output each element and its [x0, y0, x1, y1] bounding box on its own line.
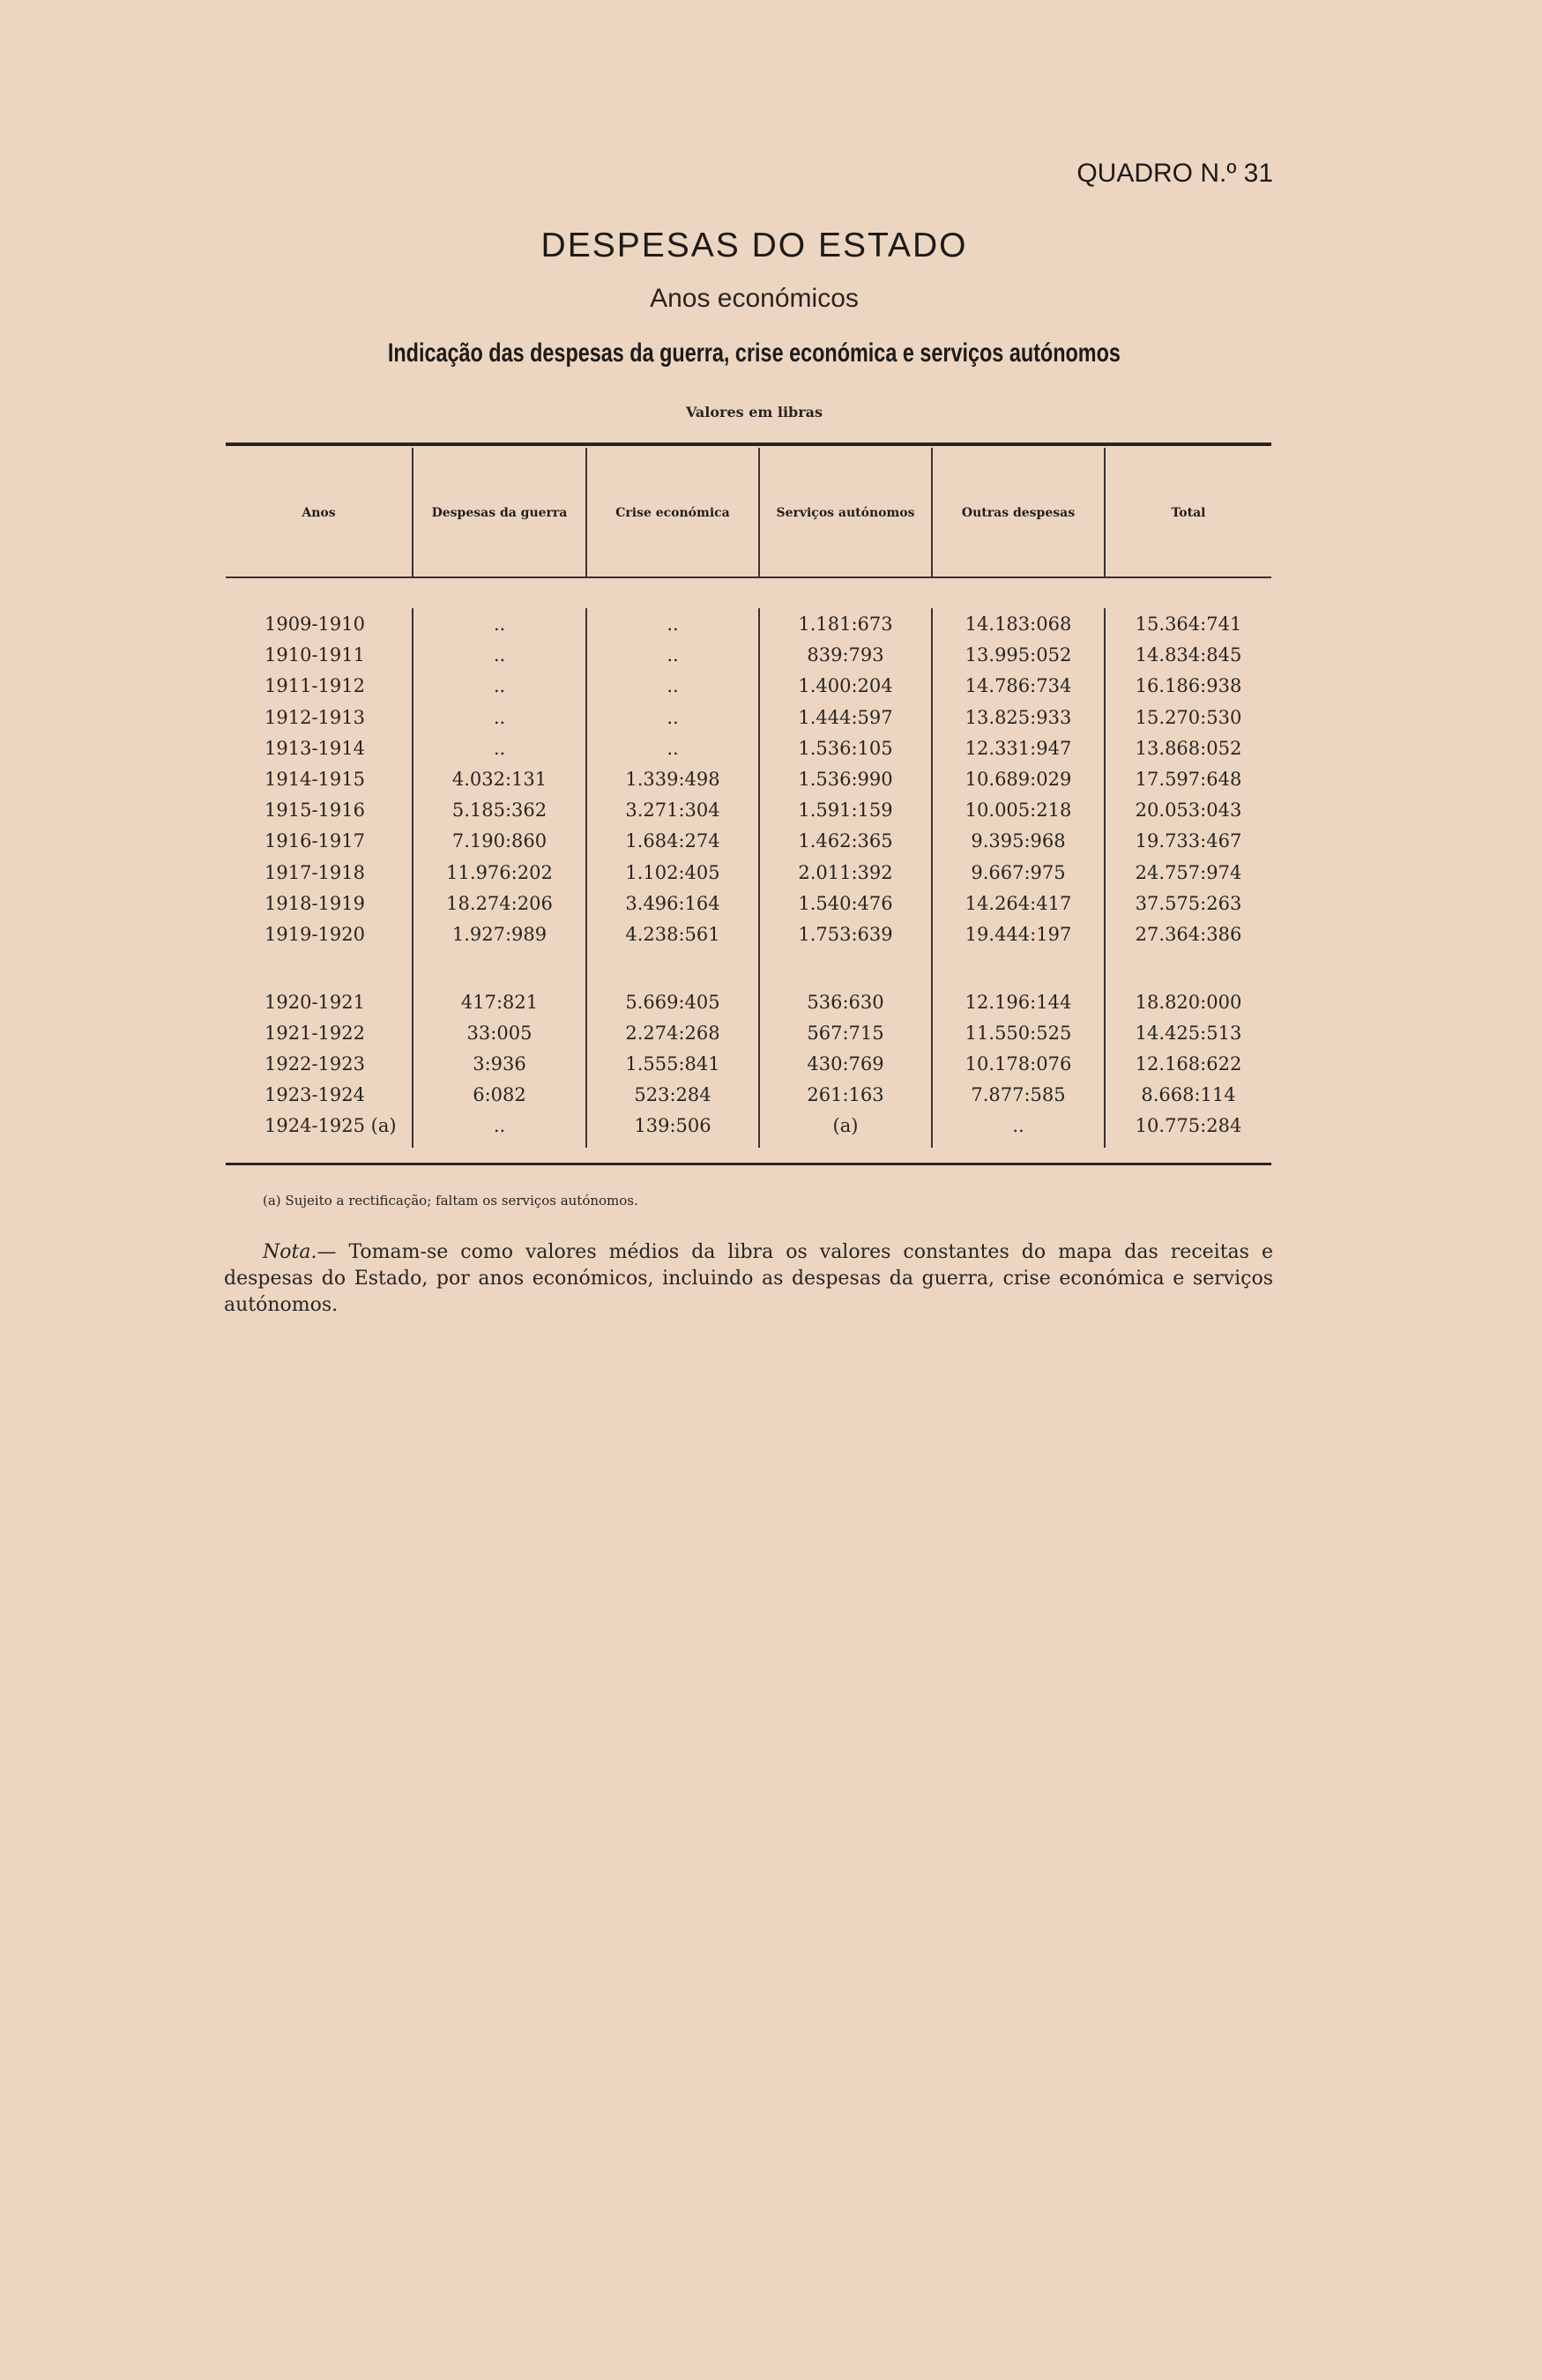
column-header-anos: Anos: [302, 506, 336, 520]
column-header-outras: Outras despesas: [961, 506, 1076, 520]
cell-crise: 3.496:164: [625, 892, 720, 914]
table-row: [0, 1111, 1542, 1141]
cell-year: 1924-1925 (a): [264, 1115, 397, 1136]
cell-crise: ..: [667, 675, 679, 697]
cell-servicos: 1.444:597: [798, 706, 893, 728]
table-header-rule: [226, 576, 1271, 578]
cell-outras: 9.395:968: [971, 830, 1066, 852]
cell-guerra: 18.274:206: [446, 892, 553, 914]
cell-servicos: 839:793: [807, 644, 884, 666]
cell-crise: ..: [667, 706, 679, 728]
cell-outras: ..: [1012, 1115, 1024, 1136]
table-row: [0, 609, 1542, 639]
cell-outras: 10.178:076: [965, 1053, 1072, 1075]
cell-crise: 1.102:405: [625, 861, 720, 883]
cell-year: 1912-1913: [264, 706, 365, 728]
cell-servicos: 567:715: [807, 1023, 884, 1044]
note-text: — Tomam-se como valores médios da libra os valores constantes do mapa das receitas e despesas do Estado, por anos económicos, incluindo as despesas da guerra, crise económica e serviços autónomos.: [224, 1241, 1273, 1316]
cell-guerra: ..: [493, 614, 506, 635]
cell-year: 1913-1914: [264, 737, 365, 759]
cell-year: 1910-1911: [264, 644, 365, 666]
note-paragraph: [224, 1239, 1273, 1319]
cell-crise: 1.684:274: [625, 830, 720, 852]
table-row: [0, 919, 1542, 949]
cell-year: 1918-1919: [264, 892, 365, 914]
cell-guerra: 417:821: [460, 992, 539, 1013]
cell-servicos: 536:630: [807, 992, 884, 1013]
cell-outras: 14.183:068: [965, 614, 1072, 635]
cell-year: 1909-1910: [264, 614, 365, 635]
cell-crise: 5.669:405: [625, 992, 720, 1013]
cell-crise: 1.555:841: [625, 1053, 720, 1075]
cell-crise: 3.271:304: [625, 800, 720, 822]
page-subtitle: Anos económicos: [650, 284, 859, 313]
cell-year: 1917-1918: [264, 861, 365, 883]
cell-servicos: 1.462:365: [798, 830, 893, 852]
cell-guerra: ..: [493, 737, 506, 759]
cell-servicos: (a): [832, 1115, 859, 1136]
cell-total: 37.575:263: [1135, 892, 1242, 914]
cell-guerra: 4.032:131: [451, 769, 548, 790]
cell-guerra: ..: [493, 675, 506, 697]
cell-total: 14.425:513: [1135, 1023, 1242, 1044]
cell-crise: 139:506: [634, 1115, 711, 1136]
cell-total: 13.868:052: [1135, 737, 1242, 759]
table-row: [0, 764, 1542, 794]
cell-crise: ..: [667, 644, 679, 666]
cell-servicos: 1.181:673: [798, 614, 893, 635]
table-description: Indicação das despesas da guerra, crise económica e serviços autónomos: [387, 338, 1121, 368]
note-label: Nota.: [263, 1241, 317, 1263]
table-top-rule: [226, 443, 1271, 446]
cell-servicos: 1.536:990: [798, 769, 893, 790]
cell-crise: ..: [667, 614, 679, 635]
cell-outras: 13.825:933: [965, 706, 1072, 728]
column-header-servicos: Serviços autónomos: [776, 506, 915, 520]
cell-crise: 4.238:561: [625, 924, 720, 945]
cell-outras: 11.550:525: [965, 1023, 1072, 1044]
cell-total: 8.668:114: [1141, 1084, 1236, 1105]
table-row: [0, 640, 1542, 670]
cell-outras: 19.444:197: [965, 924, 1072, 945]
cell-total: 17.597:648: [1135, 769, 1242, 790]
cell-guerra: ..: [493, 644, 506, 666]
page-title: DESPESAS DO ESTADO: [540, 227, 968, 264]
cell-outras: 13.995:052: [965, 644, 1072, 666]
table-row: [0, 1018, 1542, 1048]
cell-guerra: 6:082: [473, 1084, 526, 1105]
cell-total: 18.820:000: [1135, 992, 1242, 1013]
cell-total: 24.757:974: [1135, 861, 1242, 883]
cell-guerra: 1.927:989: [451, 924, 548, 945]
table-row: [0, 826, 1542, 856]
table-row: [0, 858, 1542, 888]
table-number: QUADRO N.º 31: [1076, 159, 1273, 188]
cell-crise: 523:284: [634, 1084, 711, 1105]
column-header-total: Total: [1171, 506, 1206, 520]
table-row: [0, 733, 1542, 763]
cell-guerra: 33:005: [466, 1023, 533, 1044]
cell-year: 1915-1916: [264, 800, 365, 822]
cell-outras: 12.196:144: [965, 992, 1072, 1013]
cell-servicos: 2.011:392: [798, 861, 893, 883]
cell-year: 1914-1915: [264, 769, 365, 790]
table-bottom-rule: [226, 1163, 1271, 1165]
cell-total: 16.186:938: [1135, 675, 1242, 697]
cell-guerra: ..: [493, 1115, 506, 1136]
cell-total: 14.834:845: [1135, 644, 1242, 666]
cell-servicos: 1.753:639: [798, 924, 893, 945]
cell-total: 19.733:467: [1135, 830, 1242, 852]
cell-servicos: 430:769: [807, 1053, 884, 1075]
cell-crise: ..: [667, 737, 679, 759]
cell-year: 1922-1923: [264, 1053, 365, 1075]
cell-year: 1923-1924: [264, 1084, 365, 1105]
table-row: [0, 889, 1542, 919]
footnote: (a) Sujeito a rectificação; faltam os serviços autónomos.: [263, 1193, 638, 1209]
cell-guerra: 5.185:362: [451, 800, 548, 822]
column-header-crise: Crise económica: [615, 506, 730, 520]
cell-guerra: 7.190:860: [451, 830, 548, 852]
cell-servicos: 1.540:476: [798, 892, 893, 914]
table-row: [0, 1049, 1542, 1079]
column-header-guerra: Despesas da guerra: [431, 506, 568, 520]
table-row: [0, 987, 1542, 1017]
table-row: [0, 703, 1542, 733]
cell-outras: 9.667:975: [971, 861, 1066, 883]
table-row: [0, 795, 1542, 825]
cell-total: 15.270:530: [1135, 706, 1242, 728]
table-row: [0, 671, 1542, 701]
cell-total: 12.168:622: [1135, 1053, 1242, 1075]
cell-outras: 7.877:585: [971, 1084, 1066, 1105]
cell-crise: 1.339:498: [625, 769, 720, 790]
cell-guerra: 11.976:202: [446, 861, 553, 883]
cell-year: 1920-1921: [264, 992, 365, 1013]
cell-servicos: 261:163: [807, 1084, 884, 1105]
cell-year: 1911-1912: [264, 675, 365, 697]
cell-total: 20.053:043: [1135, 800, 1242, 822]
cell-year: 1919-1920: [264, 924, 365, 945]
cell-year: 1921-1922: [264, 1023, 365, 1044]
units-note: Valores em libras: [685, 404, 823, 420]
cell-servicos: 1.400:204: [798, 675, 893, 697]
cell-guerra: ..: [493, 706, 506, 728]
cell-guerra: 3:936: [473, 1053, 526, 1075]
cell-total: 15.364:741: [1135, 614, 1242, 635]
cell-outras: 10.005:218: [965, 800, 1072, 822]
cell-crise: 2.274:268: [625, 1023, 720, 1044]
cell-total: 10.775:284: [1135, 1115, 1242, 1136]
cell-total: 27.364:386: [1135, 924, 1242, 945]
cell-servicos: 1.591:159: [798, 800, 893, 822]
cell-outras: 14.264:417: [965, 892, 1072, 914]
cell-outras: 12.331:947: [965, 737, 1072, 759]
cell-outras: 14.786:734: [965, 675, 1072, 697]
cell-servicos: 1.536:105: [798, 737, 893, 759]
table-row: [0, 1080, 1542, 1110]
cell-year: 1916-1917: [264, 830, 365, 852]
cell-outras: 10.689:029: [965, 769, 1072, 790]
